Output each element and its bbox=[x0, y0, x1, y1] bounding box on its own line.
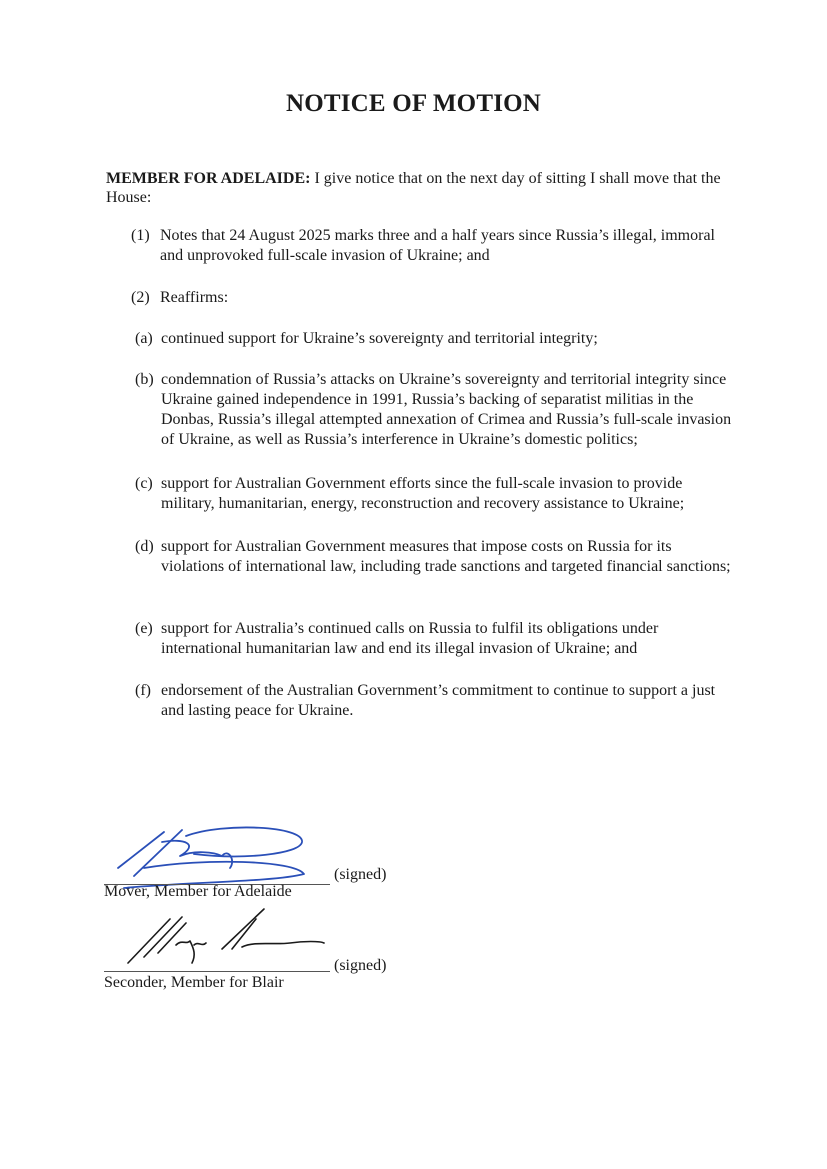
lettered-item-a bbox=[135, 329, 735, 349]
intro-text: I give notice that on the next day of sitting I shall move that the House: bbox=[106, 170, 721, 206]
item-text: continued support for Ukraine’s sovereignty and territorial integrity; bbox=[161, 330, 598, 347]
seconder-handwritten-signature bbox=[124, 905, 334, 967]
lettered-item-d bbox=[135, 537, 735, 577]
lettered-item-c bbox=[135, 474, 735, 514]
intro-paragraph bbox=[106, 169, 736, 207]
item-text: Notes that 24 August 2025 marks three and a half years since Russia’s illegal, immoral and unprovoked full-scale invasion of Ukraine; and bbox=[160, 227, 715, 264]
page-title: NOTICE OF MOTION bbox=[285, 90, 542, 117]
item-label: (a) bbox=[135, 330, 153, 347]
seconder-signature-line bbox=[104, 971, 330, 972]
seconder-role: Seconder, Member for Blair bbox=[104, 974, 284, 991]
item-label: (e) bbox=[135, 620, 153, 637]
lettered-item-f bbox=[135, 681, 735, 721]
mover-signed-label: (signed) bbox=[334, 866, 387, 883]
speaker-label: MEMBER FOR ADELAIDE: bbox=[106, 170, 311, 187]
mover-role: Mover, Member for Adelaide bbox=[104, 883, 292, 900]
item-label: (f) bbox=[135, 682, 151, 699]
seconder-signed-label: (signed) bbox=[334, 957, 387, 974]
item-text: support for Australian Government measures that impose costs on Russia for its violations of international law, including trade sanctions and targeted financial sanctions; bbox=[161, 538, 731, 575]
item-label: (2) bbox=[131, 289, 150, 306]
item-label: (c) bbox=[135, 475, 153, 492]
seconder-signature-block bbox=[104, 905, 424, 995]
lettered-item-e bbox=[135, 619, 735, 659]
mover-signature-block bbox=[104, 820, 424, 900]
numbered-item-2 bbox=[131, 288, 731, 308]
lettered-item-b bbox=[135, 370, 735, 450]
item-text: condemnation of Russia’s attacks on Ukraine’s sovereignty and territorial integrity since Ukraine gained independence in 1991, Russia’s backing of separatist militias in the Donbas, Russia’s illegal attempted annexation of Crimea and Russia’s full-scale invasion of Ukraine, as well as Russia’s interference in Ukraine’s domestic politics; bbox=[161, 371, 732, 448]
item-text: endorsement of the Australian Government’s commitment to continue to support a just and lasting peace for Ukraine. bbox=[161, 682, 716, 719]
item-text: Reaffirms: bbox=[160, 289, 229, 306]
item-label: (1) bbox=[131, 227, 150, 244]
item-text: support for Australian Government efforts since the full-scale invasion to provide military, humanitarian, energy, reconstruction and recovery assistance to Ukraine; bbox=[161, 475, 685, 512]
mover-handwritten-signature bbox=[104, 820, 314, 890]
item-text: support for Australia’s continued calls on Russia to fulfil its obligations under international humanitarian law and end its illegal invasion of Ukraine; and bbox=[161, 620, 659, 657]
numbered-item-1 bbox=[131, 226, 731, 266]
item-label: (d) bbox=[135, 538, 154, 555]
item-label: (b) bbox=[135, 371, 154, 388]
